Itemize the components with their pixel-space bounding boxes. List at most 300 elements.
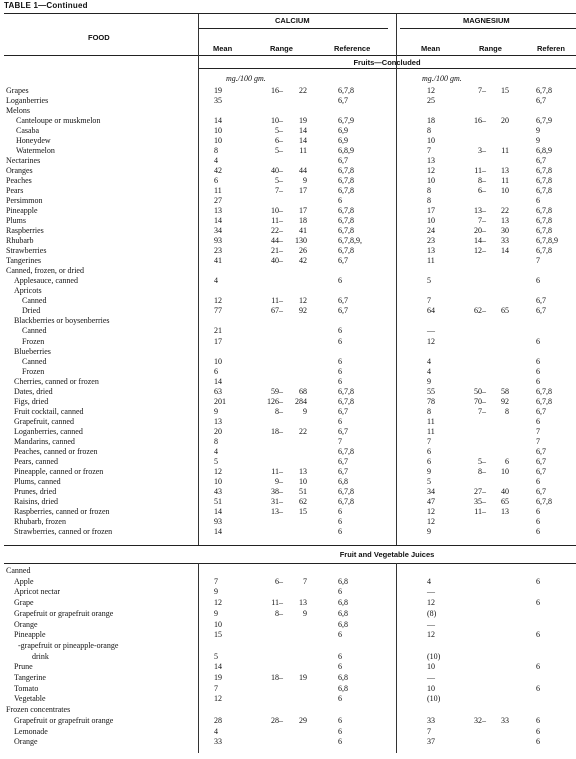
food-cell: Pineapple, canned or frozen xyxy=(14,466,104,476)
table-row xyxy=(0,507,576,517)
calcium-range-low-cell: 18– xyxy=(271,673,283,682)
food-cell: Watermelon xyxy=(16,146,55,156)
juices-bottom-rule xyxy=(4,563,576,564)
table-row xyxy=(0,296,576,306)
table-row xyxy=(0,684,576,694)
food-cell: Raisins, dried xyxy=(14,496,58,506)
table-row xyxy=(0,477,576,487)
magnesium-range-low-cell: 32– xyxy=(474,715,486,725)
food-cell: Strawberries, canned or frozen xyxy=(14,526,113,536)
calcium-range-high-cell: 12 xyxy=(299,296,307,306)
magnesium-range-low-cell: 50– xyxy=(474,386,486,396)
calcium-range-low-cell: 38– xyxy=(271,486,283,496)
calcium-reference-cell: 6,7,8 xyxy=(338,206,354,216)
table-row xyxy=(0,186,576,196)
table-row xyxy=(0,487,576,497)
calcium-reference-cell: 6 xyxy=(338,526,342,536)
calcium-reference-cell: 6 xyxy=(338,366,342,376)
calcium-reference-cell: 6,7 xyxy=(338,96,348,106)
magnesium-reference-cell: 6,7,8,9 xyxy=(536,236,558,246)
section-fruits-rule xyxy=(198,68,576,69)
table-row xyxy=(0,326,576,336)
table-row xyxy=(0,256,576,266)
table-row xyxy=(0,427,576,437)
table-row xyxy=(0,116,576,126)
magnesium-mean-cell: 9 xyxy=(427,376,431,386)
magnesium-range-low-cell: 8– xyxy=(478,176,486,186)
section-fruits-title: Fruits—Concluded xyxy=(353,58,421,67)
calcium-range-low-cell: 7– xyxy=(275,186,283,196)
table-row xyxy=(0,641,576,651)
calcium-mean-cell: 10 xyxy=(214,126,222,136)
magnesium-mean-cell: 10 xyxy=(427,662,435,672)
calcium-reference-cell: 6 xyxy=(338,662,342,672)
calcium-reference-cell: 6 xyxy=(338,516,342,526)
magnesium-mean-cell: 12 xyxy=(427,598,435,608)
calcium-reference-cell: 6 xyxy=(338,326,342,336)
magnesium-reference-cell: 6,7 xyxy=(536,466,546,476)
table-row xyxy=(0,673,576,683)
calcium-mean-cell: 19 xyxy=(214,673,222,682)
magnesium-mean-cell: 11 xyxy=(427,426,435,436)
calcium-mean-cell: 14 xyxy=(214,526,222,536)
calcium-reference-cell: 6 xyxy=(338,630,342,640)
food-cell: Canned xyxy=(22,326,47,336)
magnesium-mean-cell: 23 xyxy=(427,236,435,246)
calcium-range-high-cell: 7 xyxy=(303,576,307,586)
food-cell: Pears xyxy=(6,186,24,196)
food-cell: Canned xyxy=(6,566,31,575)
table-row xyxy=(0,609,576,619)
table-row xyxy=(0,527,576,537)
calcium-header: CALCIUM xyxy=(275,16,310,25)
food-cell: Prune xyxy=(14,662,33,672)
calcium-range-header: Range xyxy=(270,44,293,53)
magnesium-reference-cell: 6 xyxy=(536,576,540,586)
food-cell: Canned xyxy=(22,296,47,306)
magnesium-range-high-cell: 22 xyxy=(501,206,509,216)
table-row xyxy=(0,286,576,296)
calcium-mean-cell: 10 xyxy=(214,476,222,486)
food-cell: Pineapple xyxy=(6,206,38,216)
magnesium-reference-cell: 9 xyxy=(536,136,540,146)
magnesium-reference-cell: 6,7 xyxy=(536,456,546,466)
food-cell: Canned xyxy=(22,356,47,366)
magnesium-mean-cell: 7 xyxy=(427,436,431,446)
table-row xyxy=(0,727,576,737)
magnesium-mean-cell: 10 xyxy=(427,683,435,693)
magnesium-range-high-cell: 14 xyxy=(501,246,509,256)
food-cell: Dates, dried xyxy=(14,386,53,396)
calcium-range-low-cell: 10– xyxy=(271,116,283,126)
magnesium-mean-cell: 11 xyxy=(427,416,435,426)
calcium-reference-cell: 6 xyxy=(338,715,342,725)
calcium-range-high-cell: 284 xyxy=(295,396,307,406)
magnesium-reference-cell: 7 xyxy=(536,256,540,266)
magnesium-range-low-cell: 20– xyxy=(474,226,486,236)
calcium-range-high-cell: 19 xyxy=(299,673,307,682)
magnesium-range-high-cell: 6 xyxy=(505,456,509,466)
magnesium-range-high-cell: 65 xyxy=(501,306,509,316)
magnesium-mean-cell: 7 xyxy=(427,726,431,736)
magnesium-reference-cell: 6 xyxy=(536,662,540,672)
food-cell: Apricots xyxy=(14,286,42,296)
table-row xyxy=(0,226,576,236)
table-row xyxy=(0,694,576,704)
table-row xyxy=(0,206,576,216)
table-row xyxy=(0,652,576,662)
food-cell: Casaba xyxy=(16,126,40,136)
food-cell: Nectarines xyxy=(6,156,41,166)
calcium-range-low-cell: 67– xyxy=(271,306,283,316)
food-cell: Frozen xyxy=(22,336,45,346)
calcium-mean-cell: 5 xyxy=(214,651,218,661)
calcium-reference-cell: 7 xyxy=(338,436,342,446)
calcium-reference-cell: 6,7 xyxy=(338,306,348,316)
calcium-mean-cell: 17 xyxy=(214,336,222,346)
calcium-range-low-cell: 31– xyxy=(271,496,283,506)
calcium-range-high-cell: 10 xyxy=(299,476,307,486)
food-cell: Canteloupe or muskmelon xyxy=(16,116,101,126)
table-row xyxy=(0,166,576,176)
calcium-reference-cell: 6,8 xyxy=(338,476,348,486)
calcium-reference-cell: 6,7,8 xyxy=(338,216,354,226)
calcium-range-high-cell: 17 xyxy=(299,206,307,216)
juices-top-rule xyxy=(4,545,576,546)
magnesium-reference-cell: 6 xyxy=(536,376,540,386)
calcium-reference-cell: 6,7,8 xyxy=(338,486,354,496)
calcium-range-high-cell: 14 xyxy=(299,126,307,136)
magnesium-mean-cell: — xyxy=(427,326,435,336)
calcium-range-high-cell: 17 xyxy=(299,186,307,196)
calcium-range-high-cell: 26 xyxy=(299,246,307,256)
calcium-mean-cell: 63 xyxy=(214,386,222,396)
magnesium-range-high-cell: 40 xyxy=(501,486,509,496)
calcium-units: mg./100 gm. xyxy=(226,74,266,83)
food-cell: Tomato xyxy=(14,683,39,693)
calcium-mean-cell: 11 xyxy=(214,186,222,196)
magnesium-range-high-cell: 13 xyxy=(501,216,509,226)
calcium-reference-cell: 6,7,9 xyxy=(338,116,354,126)
calcium-mean-cell: 4 xyxy=(214,276,218,286)
magnesium-reference-cell: 6 xyxy=(536,715,540,725)
magnesium-mean-cell: 6 xyxy=(427,456,431,466)
magnesium-reference-cell: 6,7,9 xyxy=(536,116,552,126)
magnesium-reference-cell: 6,7,8 xyxy=(536,386,552,396)
magnesium-reference-cell: 7 xyxy=(536,426,540,436)
magnesium-range-high-cell: 8 xyxy=(505,406,509,416)
magnesium-mean-cell: 37 xyxy=(427,737,435,747)
calcium-mean-cell: 28 xyxy=(214,715,222,725)
calcium-range-high-cell: 68 xyxy=(299,386,307,396)
calcium-mean-cell: 4 xyxy=(214,446,218,456)
magnesium-reference-cell: 9 xyxy=(536,126,540,136)
calcium-mean-cell: 20 xyxy=(214,426,222,436)
magnesium-range-low-cell: 7– xyxy=(478,406,486,416)
magnesium-reference-cell: 6,7 xyxy=(536,296,546,306)
calcium-range-high-cell: 13 xyxy=(299,598,307,608)
calcium-reference-cell: 6,7,8 xyxy=(338,186,354,196)
calcium-mean-cell: 42 xyxy=(214,166,222,176)
magnesium-range-high-cell: 13 xyxy=(501,166,509,176)
food-cell: Plums, canned xyxy=(14,476,61,486)
calcium-reference-cell: 6,7 xyxy=(338,466,348,476)
column-divider-groups-juices xyxy=(396,563,397,753)
magnesium-mean-cell: 9 xyxy=(427,466,431,476)
food-cell: Canned, frozen, or dried xyxy=(6,266,84,276)
table-row xyxy=(0,620,576,630)
calcium-reference-cell: 6 xyxy=(338,694,342,704)
magnesium-mean-cell: — xyxy=(427,619,435,629)
table-row xyxy=(0,517,576,527)
calcium-range-low-cell: 6– xyxy=(275,136,283,146)
table-row xyxy=(0,737,576,747)
calcium-reference-cell: 6,7,8 xyxy=(338,496,354,506)
table-row xyxy=(0,266,576,276)
calcium-reference-cell: 6 xyxy=(338,376,342,386)
calcium-reference-cell: 6,7 xyxy=(338,426,348,436)
calcium-range-low-cell: 40– xyxy=(271,256,283,266)
magnesium-mean-cell: 5 xyxy=(427,276,431,286)
table-row xyxy=(0,306,576,316)
table-row xyxy=(0,316,576,326)
food-cell: Fruit cocktail, canned xyxy=(14,406,84,416)
calcium-mean-cell: 4 xyxy=(214,726,218,736)
magnesium-range-low-cell: 13– xyxy=(474,206,486,216)
food-cell: Strawberries xyxy=(6,246,47,256)
calcium-range-high-cell: 62 xyxy=(299,496,307,506)
calcium-mean-cell: 13 xyxy=(214,206,222,216)
magnesium-range-high-cell: 10 xyxy=(501,186,509,196)
food-cell: Applesauce, canned xyxy=(14,276,78,286)
magnesium-reference-cell: 6 xyxy=(536,683,540,693)
calcium-reference-cell: 6,7,8 xyxy=(338,246,354,256)
calcium-mean-cell: 12 xyxy=(214,598,222,608)
table-row xyxy=(0,106,576,116)
food-cell: Peaches, canned or frozen xyxy=(14,446,98,456)
calcium-range-high-cell: 14 xyxy=(299,136,307,146)
calcium-range-high-cell: 29 xyxy=(299,715,307,725)
calcium-mean-cell: 35 xyxy=(214,96,222,106)
calcium-range-high-cell: 41 xyxy=(299,226,307,236)
food-cell: Rhubarb xyxy=(6,236,34,246)
table-row xyxy=(0,662,576,672)
magnesium-reference-cell: 7 xyxy=(536,436,540,446)
magnesium-mean-cell: (10) xyxy=(427,651,441,661)
food-cell: Frozen concentrates xyxy=(6,705,71,715)
calcium-range-low-cell: 40– xyxy=(271,166,283,176)
calcium-mean-cell: 13 xyxy=(214,416,222,426)
magnesium-mean-cell: 17 xyxy=(427,206,435,216)
calcium-reference-cell: 6,7,8 xyxy=(338,226,354,236)
food-cell: Lemonade xyxy=(14,726,48,736)
magnesium-reference-cell: 6,7,8 xyxy=(536,206,552,216)
magnesium-range-low-cell: 16– xyxy=(474,116,486,126)
magnesium-reference-cell: 6 xyxy=(536,506,540,516)
food-cell: Grapefruit or grapefruit orange xyxy=(14,715,114,725)
food-cell: -grapefruit or pineapple-orange xyxy=(18,640,119,650)
table-row xyxy=(0,397,576,407)
calcium-mean-cell: 10 xyxy=(214,356,222,366)
magnesium-mean-cell: 4 xyxy=(427,356,431,366)
magnesium-mean-cell: 25 xyxy=(427,96,435,106)
calcium-reference-cell: 6 xyxy=(338,726,342,736)
food-cell: Peaches xyxy=(6,176,32,186)
magnesium-mean-header: Mean xyxy=(421,44,441,53)
magnesium-mean-cell: 13 xyxy=(427,246,435,256)
calcium-range-high-cell: 92 xyxy=(299,306,307,316)
calcium-range-high-cell: 42 xyxy=(299,256,307,266)
magnesium-mean-cell: (8) xyxy=(427,608,437,618)
magnesium-mean-cell: 33 xyxy=(427,715,435,725)
calcium-reference-cell: 6,7,8 xyxy=(338,166,354,176)
calcium-range-high-cell: 51 xyxy=(299,486,307,496)
magnesium-range-high-cell: 30 xyxy=(501,226,509,236)
calcium-reference-cell: 6,8 xyxy=(338,576,348,586)
calcium-reference-cell: 6,7,8 xyxy=(338,446,354,456)
magnesium-mean-cell: 55 xyxy=(427,386,435,396)
magnesium-mean-cell: 10 xyxy=(427,176,435,186)
table-row xyxy=(0,417,576,427)
magnesium-range-low-cell: 7– xyxy=(478,216,486,226)
food-cell: Persimmon xyxy=(6,196,43,206)
magnesium-mean-cell: 8 xyxy=(427,406,431,416)
table-row xyxy=(0,577,576,587)
magnesium-range-low-cell: 6– xyxy=(478,186,486,196)
magnesium-mean-cell: 12 xyxy=(427,336,435,346)
food-cell: Blackberries or boysenberries xyxy=(14,316,110,326)
calcium-mean-cell: 14 xyxy=(214,116,222,126)
calcium-range-high-cell: 18 xyxy=(299,216,307,226)
magnesium-range-low-cell: 3– xyxy=(478,146,486,156)
food-cell: Raspberries xyxy=(6,226,44,236)
magnesium-range-low-cell: 14– xyxy=(474,236,486,246)
calcium-mean-cell: 77 xyxy=(214,306,222,316)
table-row xyxy=(0,146,576,156)
magnesium-range-high-cell: 15 xyxy=(501,86,509,95)
calcium-reference-header: Reference xyxy=(334,44,371,53)
table-row xyxy=(0,598,576,608)
magnesium-range-low-cell: 70– xyxy=(474,396,486,406)
table-row xyxy=(0,126,576,136)
magnesium-mean-cell: (10) xyxy=(427,694,441,704)
food-cell: Rhubarb, frozen xyxy=(14,516,66,526)
section-juices-title: Fruit and Vegetable Juices xyxy=(339,550,435,559)
magnesium-reference-cell: 6,8,9 xyxy=(536,146,552,156)
magnesium-range-high-cell: 58 xyxy=(501,386,509,396)
magnesium-range-high-cell: 10 xyxy=(501,466,509,476)
table-row xyxy=(0,176,576,186)
food-cell: Orange xyxy=(14,737,38,747)
magnesium-reference-cell: 6 xyxy=(536,737,540,747)
table-row xyxy=(0,86,576,96)
calcium-reference-cell: 6 xyxy=(338,587,342,597)
magnesium-mean-cell: 64 xyxy=(427,306,435,316)
magnesium-rule xyxy=(400,28,576,29)
column-divider-food-juices xyxy=(198,563,199,753)
food-cell: drink xyxy=(32,651,49,661)
magnesium-mean-cell: 13 xyxy=(427,156,435,166)
calcium-range-low-cell: 6– xyxy=(275,576,283,586)
calcium-range-low-cell: 28– xyxy=(271,715,283,725)
magnesium-mean-cell: 10 xyxy=(427,136,435,146)
calcium-reference-cell: 6,8 xyxy=(338,619,348,629)
table-row xyxy=(0,630,576,640)
calcium-range-high-cell: 15 xyxy=(299,506,307,516)
calcium-mean-cell: 12 xyxy=(214,296,222,306)
table-row xyxy=(0,407,576,417)
magnesium-range-low-cell: 11– xyxy=(474,506,486,516)
magnesium-mean-cell: 12 xyxy=(427,516,435,526)
calcium-reference-cell: 6,8 xyxy=(338,598,348,608)
magnesium-mean-cell: 12 xyxy=(427,86,435,95)
magnesium-mean-cell: 18 xyxy=(427,116,435,126)
magnesium-range-low-cell: 35– xyxy=(474,496,486,506)
magnesium-reference-cell: 6 xyxy=(536,336,540,346)
calcium-range-low-cell: 11– xyxy=(271,598,283,608)
table-row xyxy=(0,196,576,206)
calcium-mean-cell: 9 xyxy=(214,608,218,618)
food-cell: Apricot nectar xyxy=(14,587,60,597)
calcium-reference-cell: 6,8 xyxy=(338,673,348,682)
calcium-mean-cell: 14 xyxy=(214,376,222,386)
calcium-reference-cell: 6 xyxy=(338,356,342,366)
calcium-mean-cell: 93 xyxy=(214,236,222,246)
calcium-reference-cell: 6,8,9 xyxy=(338,146,354,156)
calcium-reference-cell: 6,7 xyxy=(338,256,348,266)
food-cell: Tangerine xyxy=(14,673,46,682)
magnesium-mean-cell: 12 xyxy=(427,166,435,176)
food-cell: Apple xyxy=(14,576,34,586)
calcium-mean-cell: 6 xyxy=(214,176,218,186)
calcium-range-high-cell: 130 xyxy=(295,236,307,246)
calcium-reference-cell: 6,8 xyxy=(338,608,348,618)
magnesium-reference-cell: 6,7,8 xyxy=(536,396,552,406)
table-row xyxy=(0,246,576,256)
table-row xyxy=(0,276,576,286)
food-cell: Grape xyxy=(14,598,34,608)
calcium-reference-cell: 6,7,8 xyxy=(338,396,354,406)
calcium-mean-cell: 9 xyxy=(214,587,218,597)
food-cell: Dried xyxy=(22,306,41,316)
calcium-range-high-cell: 9 xyxy=(303,176,307,186)
calcium-mean-cell: 43 xyxy=(214,486,222,496)
magnesium-reference-cell: 6 xyxy=(536,598,540,608)
table-row xyxy=(0,716,576,726)
calcium-reference-cell: 6,7 xyxy=(338,156,348,166)
magnesium-range-high-cell: 13 xyxy=(501,506,509,516)
top-rule xyxy=(4,13,576,14)
calcium-mean-cell: 10 xyxy=(214,136,222,146)
calcium-mean-cell: 8 xyxy=(214,146,218,156)
magnesium-reference-cell: 6,7,8 xyxy=(536,216,552,226)
magnesium-reference-cell: 6,7,8 xyxy=(536,176,552,186)
calcium-mean-cell: 15 xyxy=(214,630,222,640)
food-cell: Mandarins, canned xyxy=(14,436,75,446)
calcium-range-low-cell: 5– xyxy=(275,176,283,186)
magnesium-reference-cell: 6,7,8 xyxy=(536,186,552,196)
magnesium-range-high-cell: 11 xyxy=(501,146,509,156)
magnesium-range-header: Range xyxy=(479,44,502,53)
magnesium-reference-cell: 6,7 xyxy=(536,156,546,166)
table-row xyxy=(0,705,576,715)
calcium-mean-cell: 9 xyxy=(214,406,218,416)
magnesium-mean-cell: 7 xyxy=(427,296,431,306)
table-row xyxy=(0,437,576,447)
magnesium-reference-cell: 6,7,8 xyxy=(536,86,552,95)
calcium-mean-cell: 21 xyxy=(214,326,222,336)
table-row xyxy=(0,587,576,597)
